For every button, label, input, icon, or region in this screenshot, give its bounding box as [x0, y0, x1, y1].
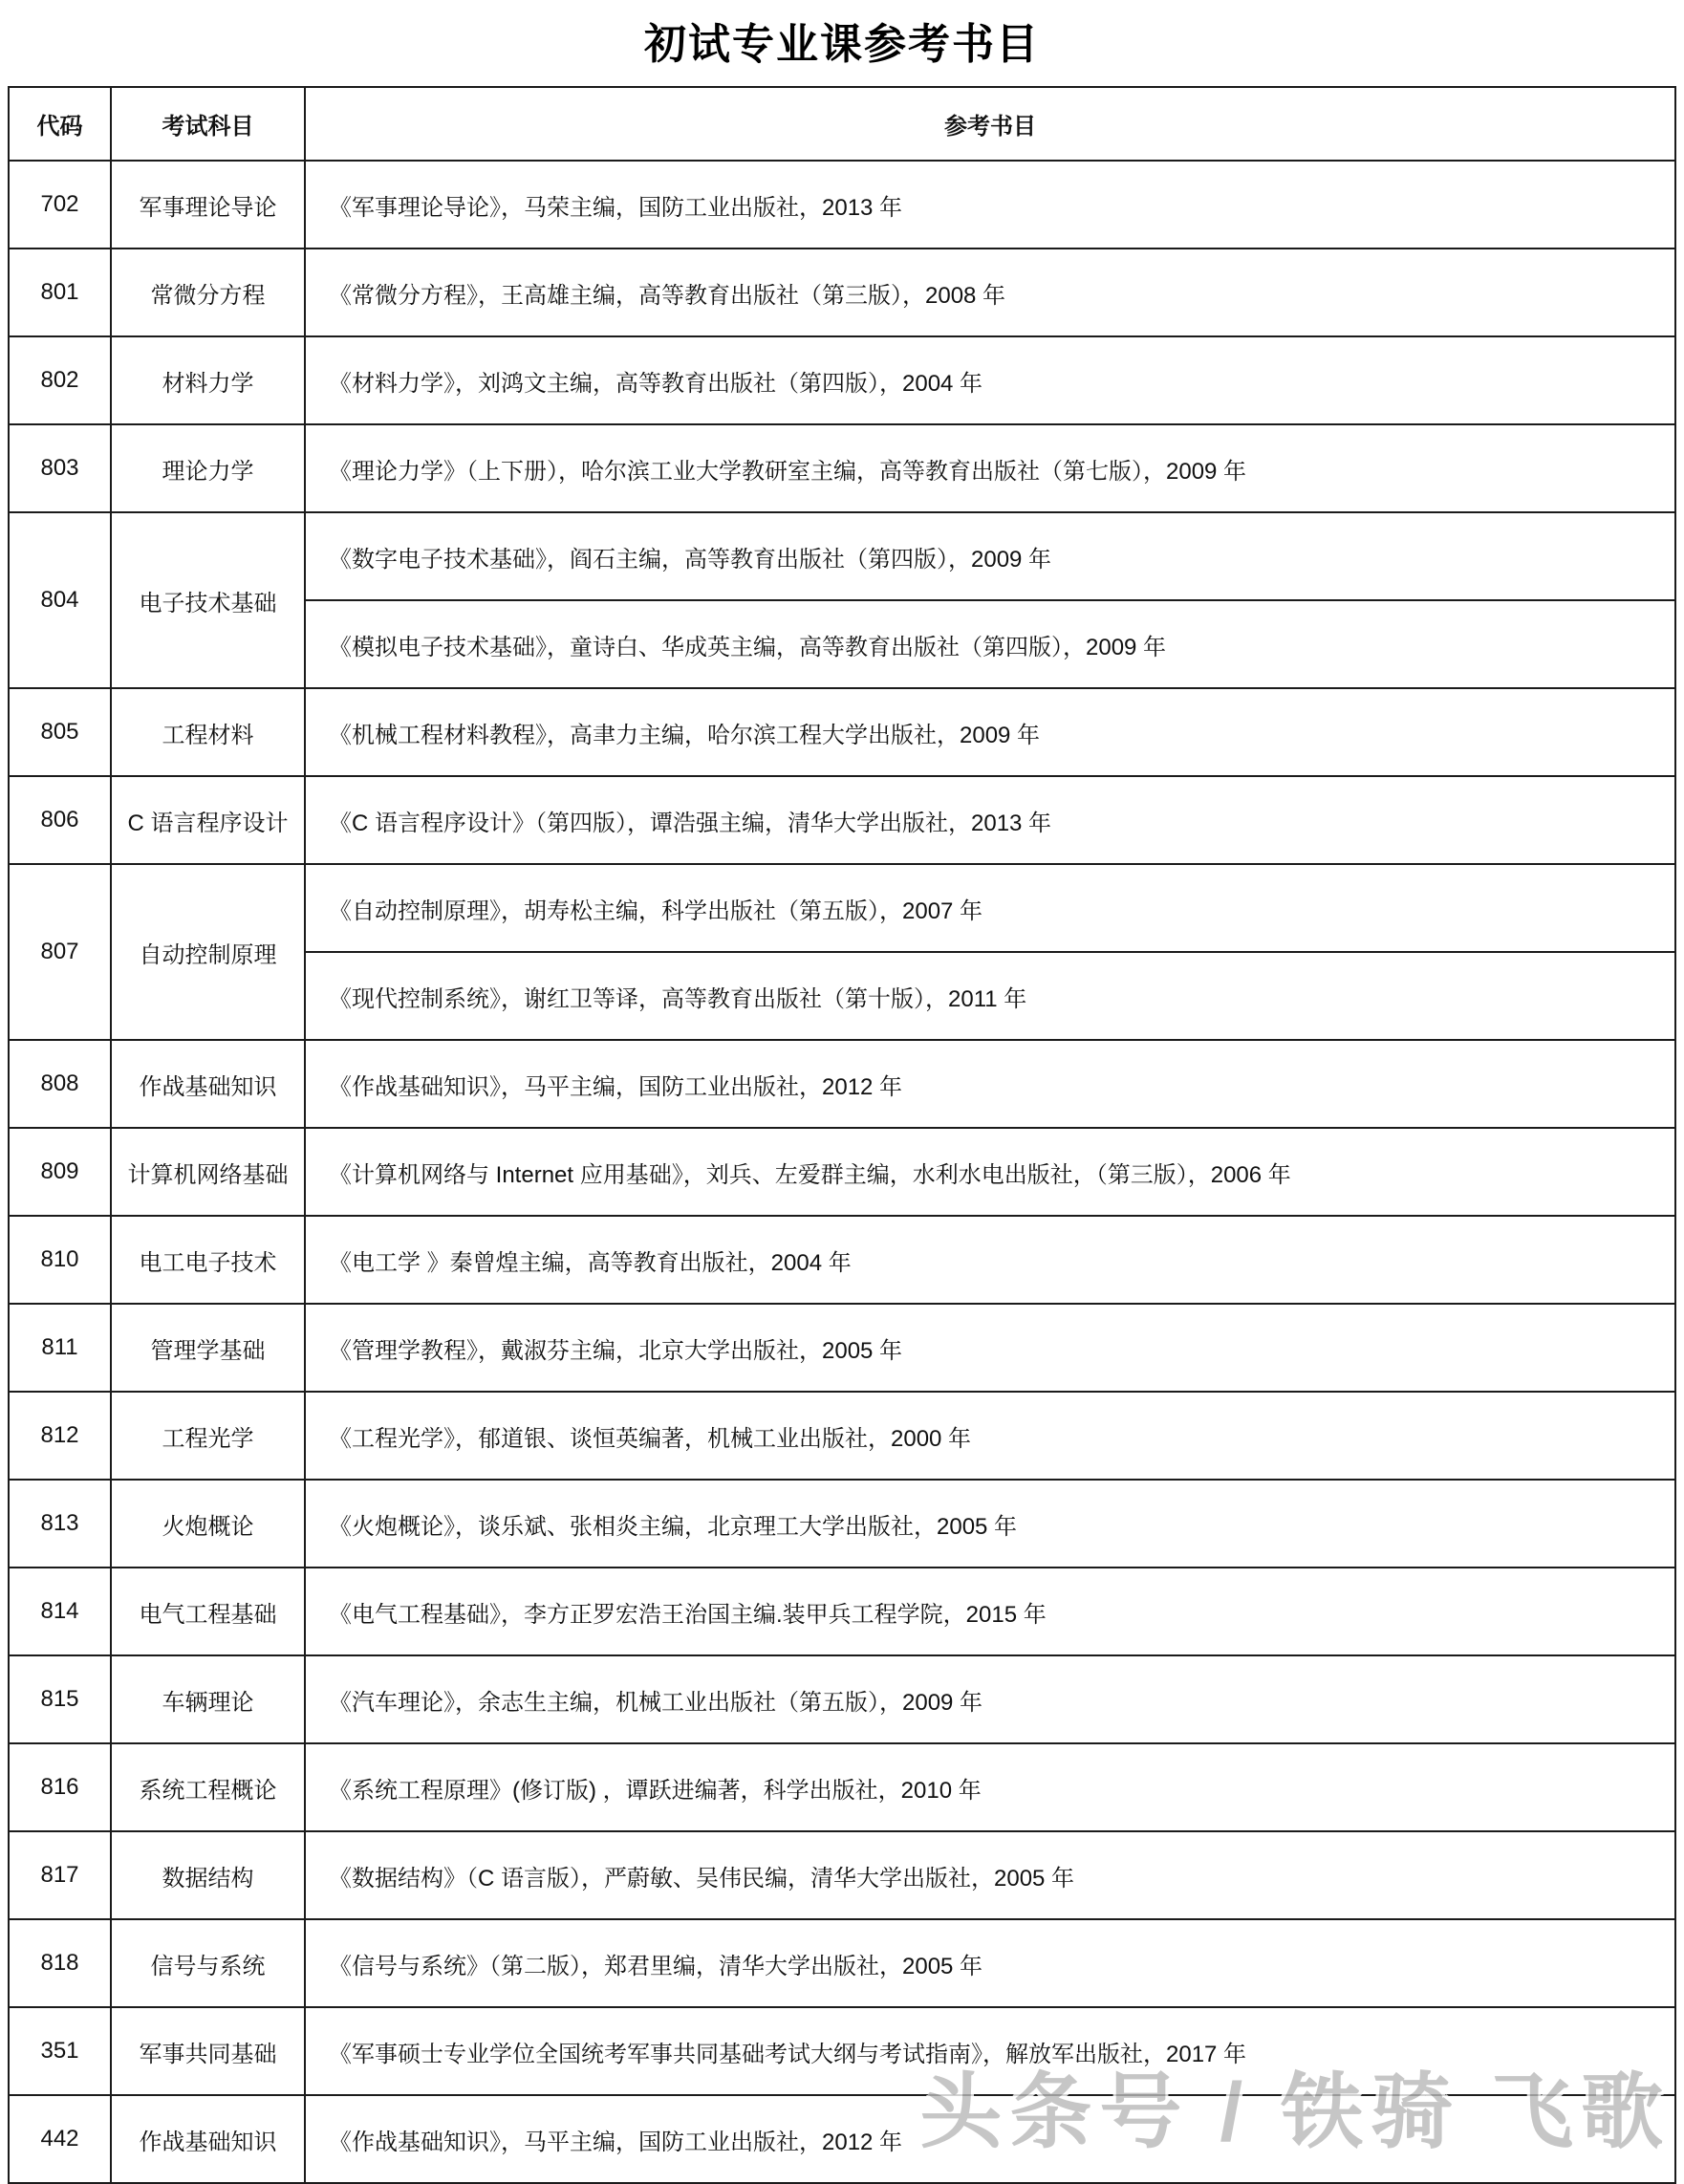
header-books: 参考书目	[305, 87, 1675, 161]
subject-cell: 军事理论导论	[111, 161, 305, 249]
book-cell: 《C 语言程序设计》（第四版），谭浩强主编，清华大学出版社，2013 年	[305, 776, 1675, 864]
book-cell: 《常微分方程》，王高雄主编，高等教育出版社（第三版），2008 年	[305, 249, 1675, 336]
book-cell: 《电工学 》秦曾煌主编，高等教育出版社，2004 年	[305, 1216, 1675, 1304]
subject-cell: 信号与系统	[111, 1919, 305, 2007]
subject-cell: 火炮概论	[111, 1480, 305, 1568]
code-cell: 805	[9, 688, 111, 776]
book-cell: 《军事硕士专业学位全国统考军事共同基础考试大纲与考试指南》，解放军出版社，2017 年	[305, 2007, 1675, 2095]
code-cell: 351	[9, 2007, 111, 2095]
subject-cell: 理论力学	[111, 424, 305, 512]
book-cell: 《作战基础知识》，马平主编，国防工业出版社，2012 年	[305, 1040, 1675, 1128]
book-cell: 《军事理论导论》，马荣主编，国防工业出版社，2013 年	[305, 161, 1675, 249]
subject-cell: 电工电子技术	[111, 1216, 305, 1304]
table-row	[9, 2007, 1675, 2095]
page-title: 初试专业课参考书目	[644, 21, 1040, 68]
table-row	[9, 1304, 1675, 1392]
table-row	[9, 776, 1675, 864]
subject-cell: 材料力学	[111, 336, 305, 424]
subject-cell: 军事共同基础	[111, 2007, 305, 2095]
code-cell: 815	[9, 1655, 111, 1743]
watermark: 头条号 / 铁骑 飞歌	[919, 2066, 1671, 2158]
code-cell: 811	[9, 1304, 111, 1392]
subject-cell: 电子技术基础	[111, 512, 305, 688]
subject-cell: 管理学基础	[111, 1304, 305, 1392]
table-row	[9, 424, 1675, 512]
code-cell: 810	[9, 1216, 111, 1304]
subject-cell: 电气工程基础	[111, 1568, 305, 1655]
book-cell: 《机械工程材料教程》，高聿力主编，哈尔滨工程大学出版社，2009 年	[305, 688, 1675, 776]
book-cell: 《数据结构》（C 语言版），严蔚敏、吴伟民编，清华大学出版社，2005 年	[305, 1831, 1675, 1919]
subject-cell: 计算机网络基础	[111, 1128, 305, 1216]
subject-cell: 系统工程概论	[111, 1743, 305, 1831]
table-row	[9, 1040, 1675, 1128]
reference-book-table	[8, 86, 1676, 2184]
code-cell: 803	[9, 424, 111, 512]
book-cell: 《材料力学》，刘鸿文主编，高等教育出版社（第四版），2004 年	[305, 336, 1675, 424]
subject-cell: 常微分方程	[111, 249, 305, 336]
book-cell: 《火炮概论》，谈乐斌、张相炎主编，北京理工大学出版社，2005 年	[305, 1480, 1675, 1568]
table-row	[9, 1128, 1675, 1216]
header-row	[9, 87, 1675, 161]
header-subject: 考试科目	[111, 87, 305, 161]
code-cell: 814	[9, 1568, 111, 1655]
subject-cell: 作战基础知识	[111, 1040, 305, 1128]
code-cell: 702	[9, 161, 111, 249]
table-row	[9, 1655, 1675, 1743]
book-cell: 《管理学教程》，戴淑芬主编，北京大学出版社，2005 年	[305, 1304, 1675, 1392]
table-row	[9, 1480, 1675, 1568]
book-cell: 《信号与系统》（第二版），郑君里编，清华大学出版社，2005 年	[305, 1919, 1675, 2007]
book-cell: 《自动控制原理》，胡寿松主编，科学出版社（第五版），2007 年	[305, 864, 1675, 952]
book-cell: 《计算机网络与 Internet 应用基础》，刘兵、左爱群主编，水利水电出版社，（第三版），2006 年	[305, 1128, 1675, 1216]
book-cell: 《模拟电子技术基础》，童诗白、华成英主编，高等教育出版社（第四版），2009 年	[305, 600, 1675, 688]
subject-cell: 数据结构	[111, 1831, 305, 1919]
code-cell: 809	[9, 1128, 111, 1216]
table-row	[9, 1831, 1675, 1919]
table-row	[9, 1568, 1675, 1655]
table-row	[9, 1216, 1675, 1304]
table-row	[9, 249, 1675, 336]
table-row	[9, 512, 1675, 600]
code-cell: 806	[9, 776, 111, 864]
code-cell: 801	[9, 249, 111, 336]
table-body	[9, 161, 1675, 2183]
subject-cell: 工程光学	[111, 1392, 305, 1480]
book-cell: 《理论力学》（上下册），哈尔滨工业大学教研室主编，高等教育出版社（第七版），2009 年	[305, 424, 1675, 512]
table-row	[9, 2095, 1675, 2183]
table-row	[9, 336, 1675, 424]
book-cell: 《汽车理论》，余志生主编，机械工业出版社（第五版），2009 年	[305, 1655, 1675, 1743]
header-code: 代码	[9, 87, 111, 161]
book-cell: 《数字电子技术基础》，阎石主编，高等教育出版社（第四版），2009 年	[305, 512, 1675, 600]
code-cell: 816	[9, 1743, 111, 1831]
table-row	[9, 1392, 1675, 1480]
code-cell: 804	[9, 512, 111, 688]
code-cell: 813	[9, 1480, 111, 1568]
subject-cell: 工程材料	[111, 688, 305, 776]
document-page	[0, 10, 1684, 2184]
subject-cell: C 语言程序设计	[111, 776, 305, 864]
book-cell: 《系统工程原理》(修订版) ，谭跃进编著，科学出版社，2010 年	[305, 1743, 1675, 1831]
book-cell: 《工程光学》，郁道银、谈恒英编著，机械工业出版社，2000 年	[305, 1392, 1675, 1480]
table-row	[9, 1919, 1675, 2007]
code-cell: 818	[9, 1919, 111, 2007]
subject-cell: 自动控制原理	[111, 864, 305, 1040]
table-row	[9, 1743, 1675, 1831]
code-cell: 442	[9, 2095, 111, 2183]
book-cell: 《现代控制系统》，谢红卫等译，高等教育出版社（第十版），2011 年	[305, 952, 1675, 1040]
code-cell: 812	[9, 1392, 111, 1480]
subject-cell: 作战基础知识	[111, 2095, 305, 2183]
book-cell: 《作战基础知识》，马平主编，国防工业出版社，2012 年	[305, 2095, 1675, 2183]
code-cell: 808	[9, 1040, 111, 1128]
book-cell: 《电气工程基础》，李方正罗宏浩王治国主编.装甲兵工程学院，2015 年	[305, 1568, 1675, 1655]
code-cell: 817	[9, 1831, 111, 1919]
table-row	[9, 161, 1675, 249]
subject-cell: 车辆理论	[111, 1655, 305, 1743]
code-cell: 802	[9, 336, 111, 424]
table-row	[9, 688, 1675, 776]
code-cell: 807	[9, 864, 111, 1040]
table-row	[9, 864, 1675, 952]
